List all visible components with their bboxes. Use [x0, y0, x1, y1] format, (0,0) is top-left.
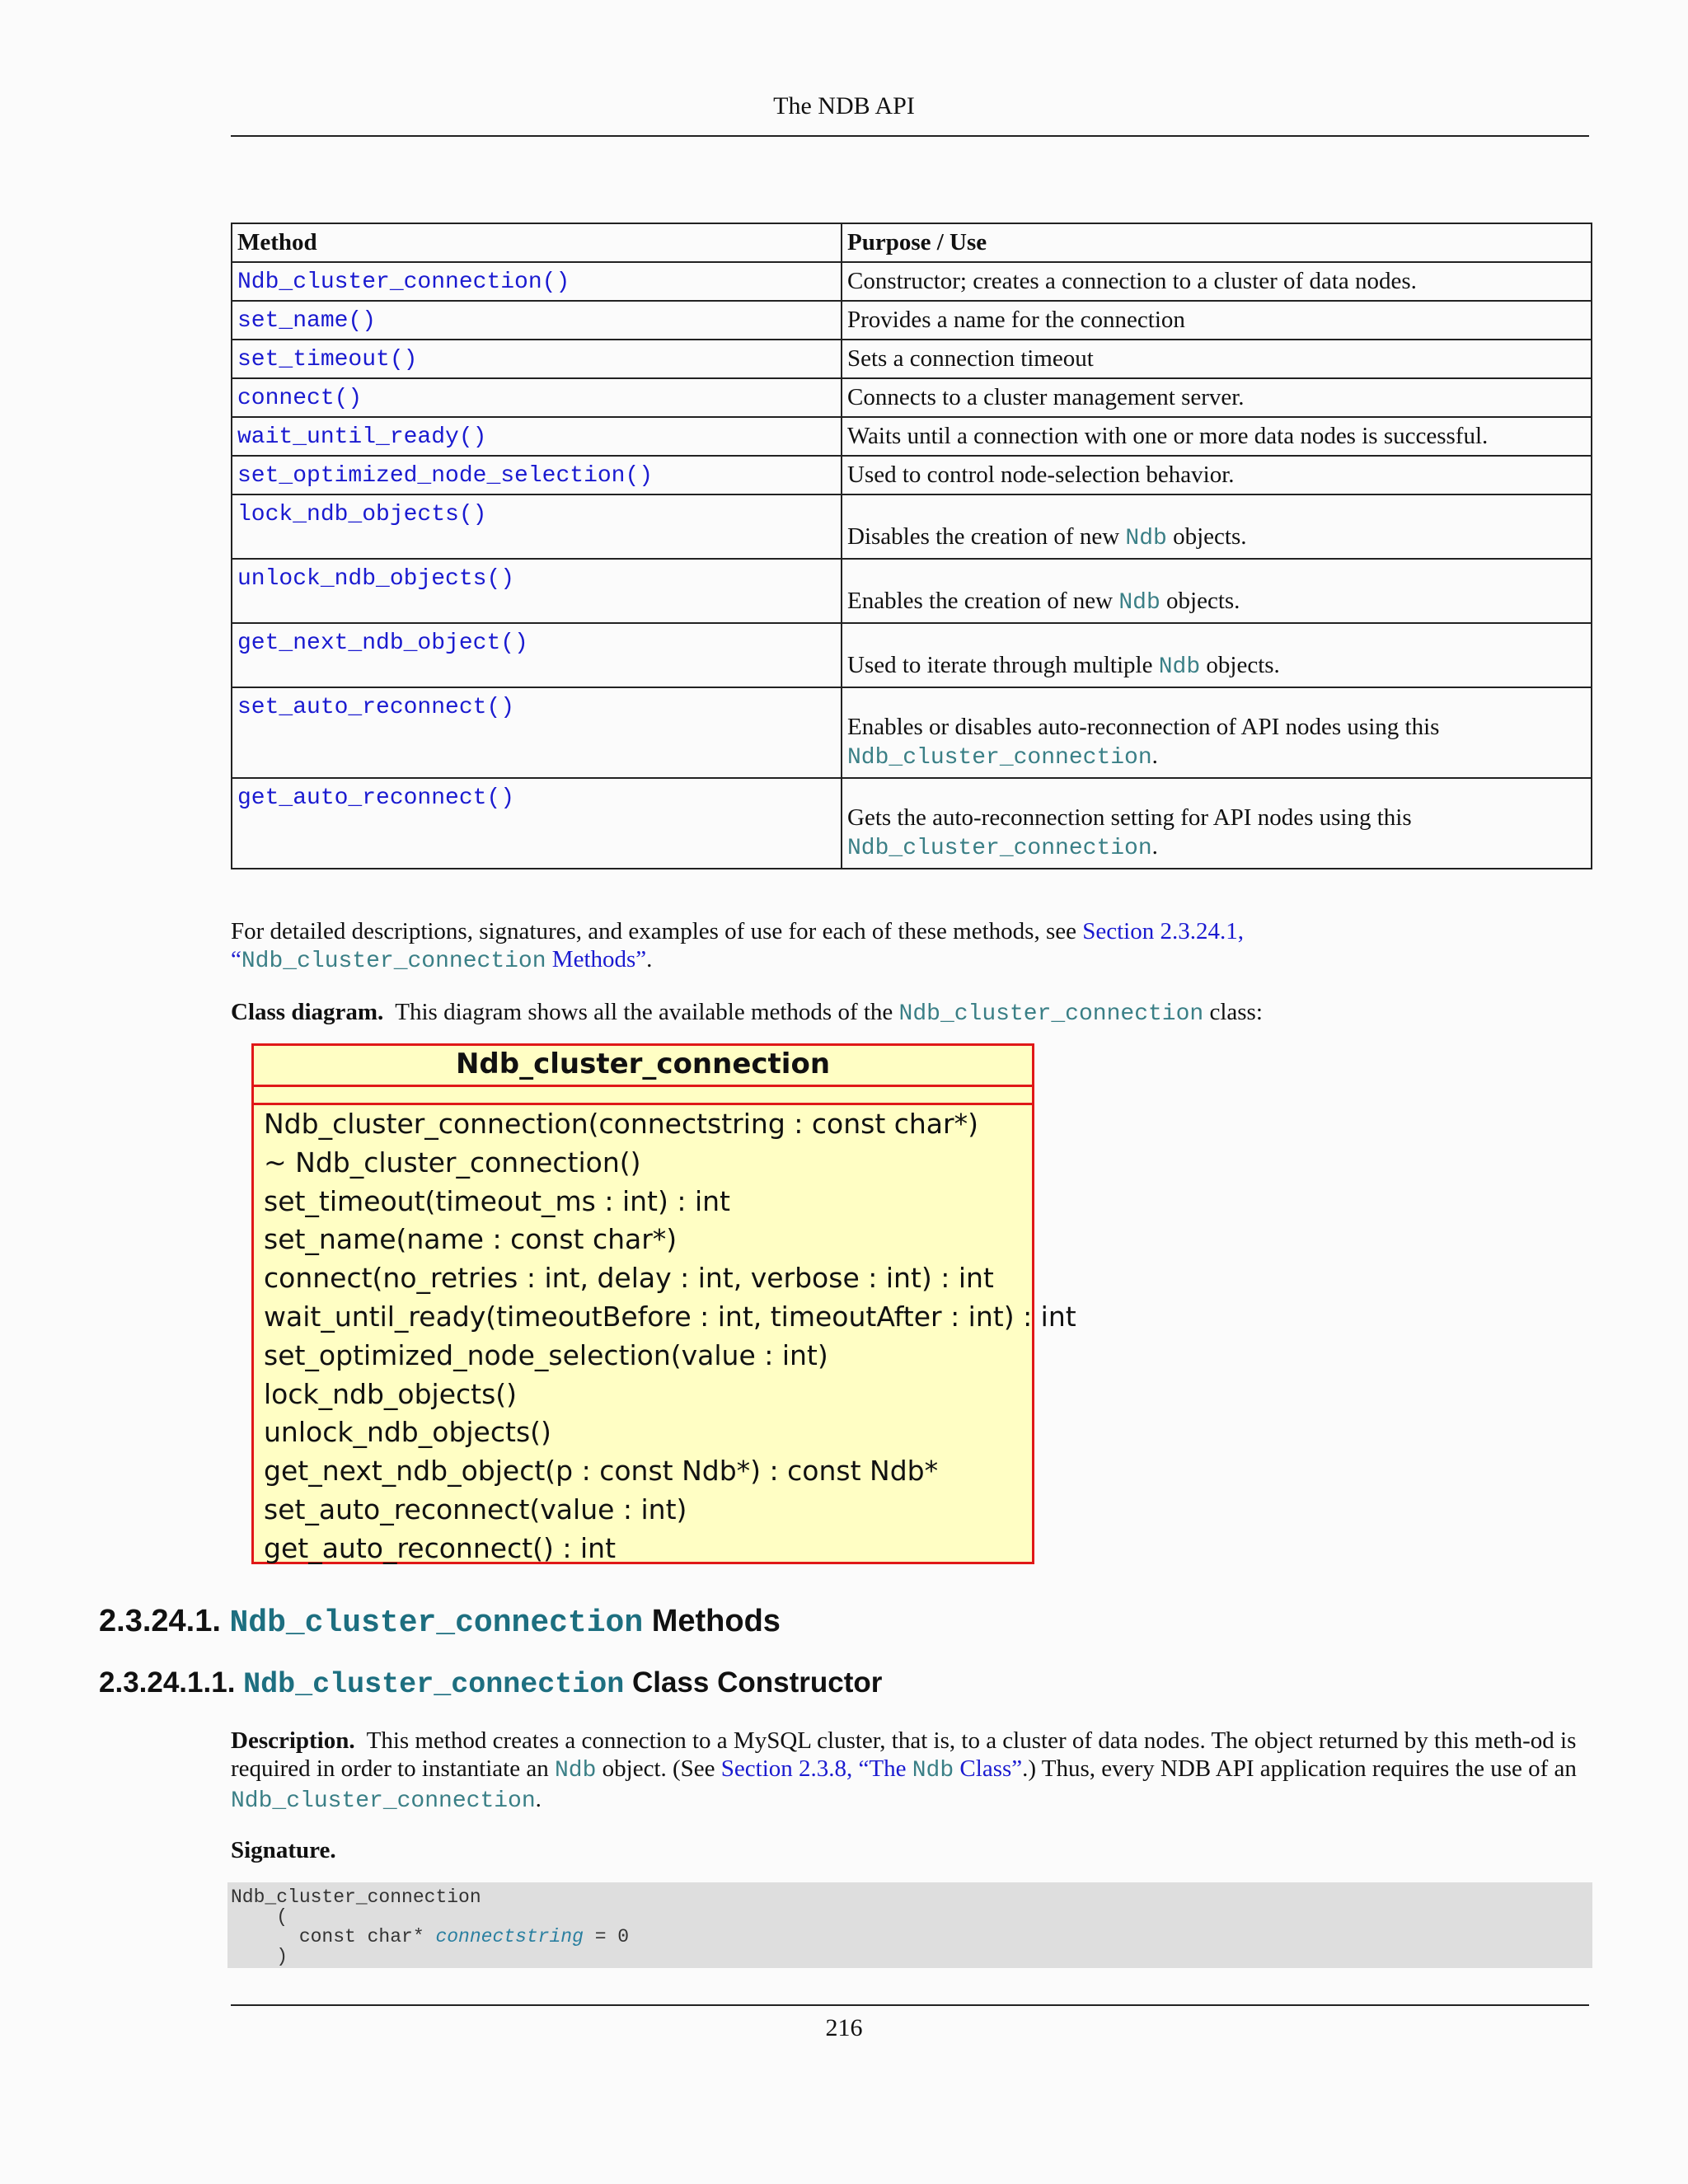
purpose-cell: Used to iterate through multiple Ndb objects.: [842, 623, 1592, 687]
purpose-cell: Enables the creation of new Ndb objects.: [842, 559, 1592, 623]
methods-table: [231, 223, 1592, 869]
diagram-method: set_optimized_node_selection(value : int): [264, 1338, 828, 1371]
table-row: [232, 301, 1592, 340]
diagram-method: lock_ndb_objects(): [264, 1377, 518, 1410]
diagram-method: set_auto_reconnect(value : int): [264, 1493, 687, 1526]
table-row: [232, 494, 1592, 559]
diagram-class-name: Ndb_cluster_connection: [254, 1046, 1032, 1087]
signature-code-block: Ndb_cluster_connection ( const char* connectstring = 0 ): [227, 1882, 1592, 1968]
section-link[interactable]: Section 2.3.8, “The Ndb Class”: [720, 1755, 1023, 1783]
col-method-header: Method: [232, 223, 842, 262]
method-link[interactable]: Ndb_cluster_connection(): [237, 269, 570, 295]
diagram-method: ~ Ndb_cluster_connection(): [264, 1146, 641, 1179]
section-link-cont[interactable]: “Ndb_cluster_connection Methods”: [231, 946, 647, 974]
table-row: [232, 378, 1592, 417]
purpose-cell: Constructor; creates a connection to a cluster of data nodes.: [842, 262, 1592, 301]
table-header-row: [232, 223, 1592, 262]
table-row: [232, 623, 1592, 687]
purpose-cell: Connects to a cluster management server.: [842, 378, 1592, 417]
purpose-cell: Provides a name for the connection: [842, 301, 1592, 340]
table-row: [232, 262, 1592, 301]
diagram-method: set_timeout(timeout_ms : int) : int: [264, 1184, 730, 1217]
section-link[interactable]: Section 2.3.24.1,: [1082, 918, 1244, 944]
method-link[interactable]: get_auto_reconnect(): [237, 785, 515, 811]
method-link[interactable]: wait_until_ready(): [237, 424, 487, 450]
diagram-method: get_next_ndb_object(p : const Ndb*) : const Ndb*: [264, 1455, 939, 1488]
purpose-cell: Waits until a connection with one or more data nodes is successful.: [842, 417, 1592, 456]
method-link[interactable]: unlock_ndb_objects(): [237, 566, 515, 592]
table-row: [232, 559, 1592, 623]
subsection-heading: 2.3.24.1.1. Ndb_cluster_connection Class Constructor: [99, 1666, 883, 1701]
signature-label: Signature.: [231, 1837, 336, 1863]
class-diagram: [251, 1043, 1076, 1564]
method-link[interactable]: set_optimized_node_selection(): [237, 463, 654, 489]
purpose-cell: Sets a connection timeout: [842, 340, 1592, 378]
table-row: [232, 340, 1592, 378]
method-link[interactable]: set_timeout(): [237, 347, 418, 373]
diagram-method: Ndb_cluster_connection(connectstring : const char*): [264, 1108, 978, 1140]
footer-rule: [231, 2004, 1589, 2006]
diagram-method: get_auto_reconnect() : int: [264, 1531, 617, 1564]
table-row: [232, 687, 1592, 778]
method-link[interactable]: set_auto_reconnect(): [237, 695, 515, 720]
diagram-methods-compartment: [254, 1105, 1076, 1568]
table-row: [232, 417, 1592, 456]
diagram-method: unlock_ndb_objects(): [264, 1416, 551, 1449]
method-link[interactable]: connect(): [237, 386, 363, 411]
running-header: The NDB API: [773, 92, 915, 120]
description-paragraph: Description. This method creates a connection to a MySQL cluster, that is, to a cluster of data nodes. The object returned by this meth-od is required in order to instantiate an Ndb object. (See Section 2.3.8, “The Ndb Class”.) Thus, every NDB API application requires the use of an Ndb_cluster_connection.: [231, 1727, 1577, 1814]
section-heading: 2.3.24.1. Ndb_cluster_connection Methods: [99, 1604, 781, 1641]
diagram-method: connect(no_retries : int, delay : int, verbose : int) : int: [264, 1262, 994, 1295]
method-link[interactable]: set_name(): [237, 308, 377, 334]
page-number: 216: [825, 2014, 863, 2041]
table-row: [232, 456, 1592, 494]
purpose-cell: Disables the creation of new Ndb objects.: [842, 494, 1592, 559]
diagram-method: set_name(name : const char*): [264, 1223, 678, 1256]
purpose-cell: Enables or disables auto-reconnection of API nodes using this Ndb_cluster_connection.: [842, 687, 1592, 778]
purpose-cell: Gets the auto-reconnection setting for API nodes using this Ndb_cluster_connection.: [842, 778, 1592, 869]
header-rule: [231, 135, 1589, 137]
col-purpose-header: Purpose / Use: [842, 223, 1592, 262]
purpose-cell: Used to control node-selection behavior.: [842, 456, 1592, 494]
class-diagram-intro: Class diagram. This diagram shows all the available methods of the Ndb_cluster_connection class:: [231, 999, 1263, 1027]
table-row: [232, 778, 1592, 869]
see-also-paragraph: For detailed descriptions, signatures, and examples of use for each of these methods, see Section 2.3.24.1, “Ndb_cluster_connection Methods”.: [231, 918, 1244, 974]
diagram-attributes-compartment: [254, 1087, 1032, 1105]
method-link[interactable]: get_next_ndb_object(): [237, 630, 528, 656]
method-link[interactable]: lock_ndb_objects(): [237, 502, 487, 527]
diagram-method: wait_until_ready(timeoutBefore : int, timeoutAfter : int) : int: [264, 1300, 1076, 1333]
